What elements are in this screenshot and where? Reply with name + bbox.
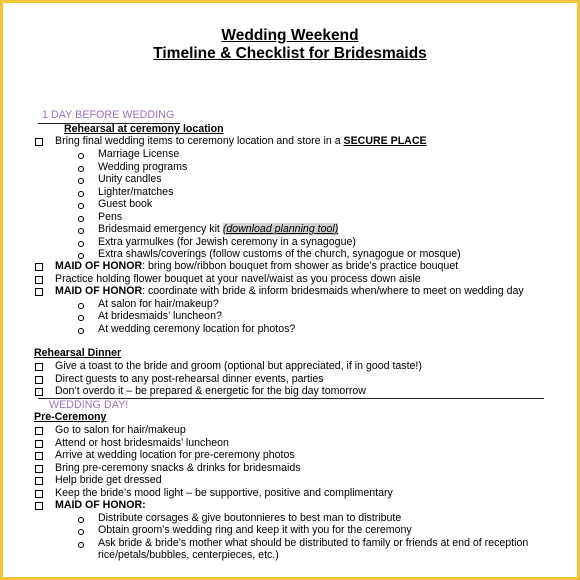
subitem: At salon for hair/makeup? (98, 298, 219, 310)
checkbox[interactable] (35, 288, 43, 296)
heading-rehearsal-dinner: Rehearsal Dinner (34, 347, 122, 359)
heading-rehearsal-location: Rehearsal at ceremony location (64, 123, 224, 135)
bullet-icon (78, 315, 84, 321)
checklist-item: Direct guests to any post-rehearsal dinner events, parties (55, 373, 324, 385)
checkbox[interactable] (35, 502, 43, 510)
bullet-icon (78, 303, 84, 309)
subitem: At wedding ceremony location for photos? (98, 323, 296, 335)
subitem-reception-line1: Ask bride & bride’s mother what should be distributed to family or friends at end of reception (98, 537, 529, 549)
bullet-icon (78, 216, 84, 222)
subitem: Extra yarmulkes (for Jewish ceremony in a synagogue) (98, 236, 356, 248)
checkbox[interactable] (35, 363, 43, 371)
section-wedding-day-label: WEDDING DAY! (49, 399, 129, 411)
checklist-item-practice-bouquet: Practice holding flower bouquet at your navel/waist as you process down aisle (55, 273, 421, 285)
checkbox[interactable] (35, 263, 43, 271)
checklist-item: Help bride get dressed (55, 474, 162, 486)
subitem: Extra shawls/coverings (follow customs of the church, synagogue or mosque) (98, 248, 461, 260)
bullet-icon (78, 517, 84, 523)
checkbox[interactable] (35, 452, 43, 460)
download-planning-tool-link[interactable]: (download planning tool) (222, 223, 339, 235)
checkbox[interactable] (35, 276, 43, 284)
bullet-icon (78, 241, 84, 247)
document-title-line2: Timeline & Checklist for Bridesmaids (153, 45, 427, 62)
checklist-item: Keep the bride’s mood light – be supportive, positive and complimentary (55, 487, 393, 499)
bullet-icon (78, 153, 84, 159)
bullet-icon (78, 529, 84, 535)
document-page (3, 3, 577, 577)
checkbox[interactable] (35, 427, 43, 435)
bullet-icon (78, 328, 84, 334)
section-day-before-label: 1 DAY BEFORE WEDDING (42, 109, 175, 121)
checklist-item: Bring pre-ceremony snacks & drinks for bridesmaids (55, 462, 301, 474)
bullet-icon (78, 203, 84, 209)
subitem-emergency-kit: Bridesmaid emergency kit (download planning tool) (98, 223, 339, 235)
checklist-item: Go to salon for hair/makeup (55, 424, 186, 436)
bullet-icon (78, 542, 84, 548)
bullet-icon (78, 253, 84, 259)
checkbox[interactable] (35, 465, 43, 473)
checkbox[interactable] (35, 138, 43, 146)
checkbox[interactable] (35, 440, 43, 448)
bullet-icon (78, 166, 84, 172)
subitem: Marriage License (98, 148, 180, 160)
checkbox[interactable] (35, 376, 43, 384)
bullet-icon (78, 178, 84, 184)
heading-pre-ceremony: Pre-Ceremony (34, 411, 107, 423)
subitem: Guest book (98, 198, 153, 210)
checkbox[interactable] (35, 490, 43, 498)
subitem: Wedding programs (98, 161, 188, 173)
bullet-icon (78, 191, 84, 197)
subitem: Lighter/matches (98, 186, 174, 198)
subitem: Obtain groom’s wedding ring and keep it with you for the ceremony (98, 524, 412, 536)
checklist-item: Don’t overdo it – be prepared & energetic for the big day tomorrow (55, 385, 366, 397)
checklist-item: Attend or host bridesmaids’ luncheon (55, 437, 229, 449)
subitem-reception-line2: rice/petals/bubbles, centerpieces, etc.) (98, 549, 279, 561)
checklist-item-moh: MAID OF HONOR: (55, 499, 146, 511)
checklist-item-moh-coordinate: MAID OF HONOR: coordinate with bride & inform bridesmaids when/where to meet on wedding day (55, 285, 524, 297)
subitem: Unity candles (98, 173, 162, 185)
subitem: At bridesmaids’ luncheon? (98, 310, 222, 322)
subitem: Distribute corsages & give boutonnieres to best man to distribute (98, 512, 402, 524)
checklist-item: Give a toast to the bride and groom (optional but appreciated, if in good taste!) (55, 360, 422, 372)
checkbox[interactable] (35, 388, 43, 396)
checklist-item: Arrive at wedding location for pre-ceremony photos (55, 449, 295, 461)
checklist-item-final-items: Bring final wedding items to ceremony location and store in a SECURE PLACE (55, 135, 427, 147)
subitem: Pens (98, 211, 123, 223)
checkbox[interactable] (35, 477, 43, 485)
bullet-icon (78, 228, 84, 234)
checklist-item-moh-bouquet: MAID OF HONOR: bring bow/ribbon bouquet from shower as bride’s practice bouquet (55, 260, 459, 272)
document-title-line1: Wedding Weekend (221, 27, 359, 44)
